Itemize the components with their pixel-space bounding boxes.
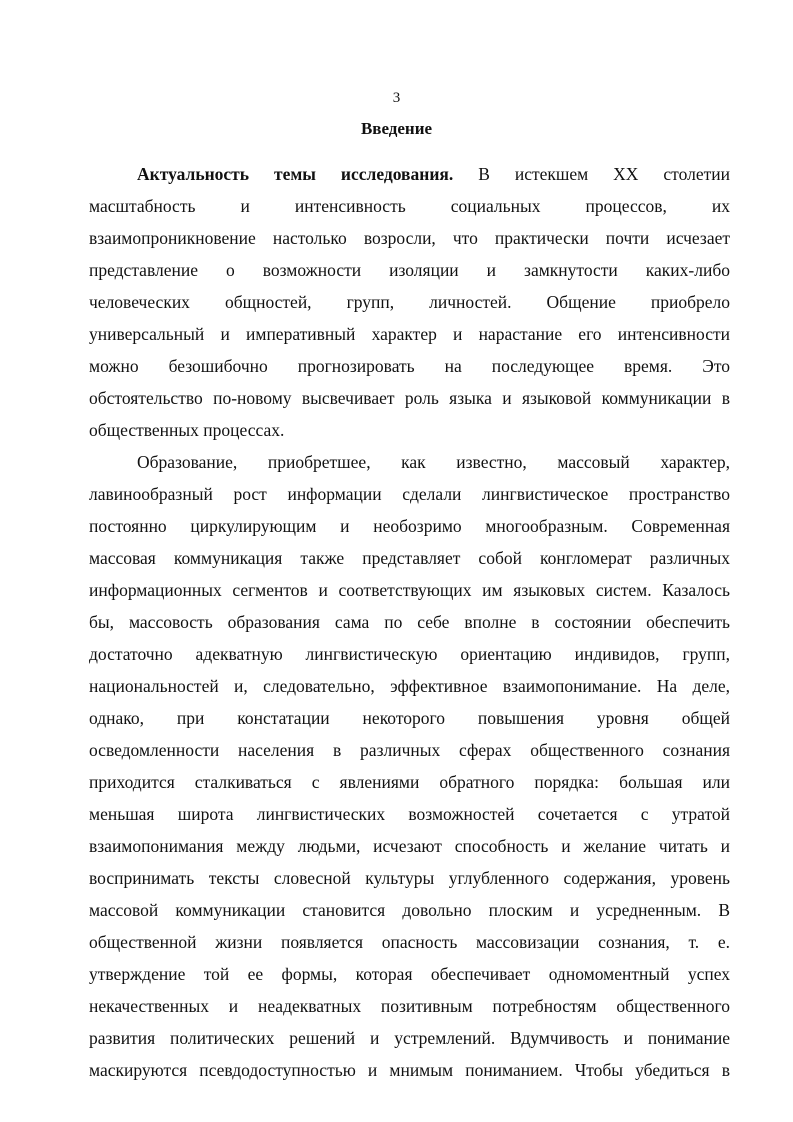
text-line: массовой коммуникации становится довольно плоским и усредненным. В	[89, 900, 730, 920]
text-line: общественных процессах.	[89, 420, 285, 440]
page-number: 3	[392, 90, 401, 106]
text-line-fragment: В истекшем XX столетии	[453, 164, 730, 184]
text-line: меньшая широта лингвистических возможностей сочетается с утратой	[89, 804, 730, 824]
text-line: универсальный и императивный характер и нарастание его интенсивности	[89, 324, 730, 344]
text-line: можно безошибочно прогнозировать на последующее время. Это	[89, 356, 730, 376]
text-line: Образование, приобретшее, как известно, массовый характер,	[137, 452, 730, 472]
text-line: осведомленности населения в различных сферах общественного сознания	[89, 740, 730, 760]
text-line: развития политических решений и устремлений. Вдумчивость и понимание	[89, 1028, 730, 1048]
text-line	[89, 158, 730, 190]
text-line: взаимопроникновение настолько возросли, что практически почти исчезает	[89, 228, 730, 248]
text-line: лавинообразный рост информации сделали лингвистическое пространство	[89, 484, 730, 504]
text-line: общественной жизни появляется опасность массовизации сознания, т. е.	[89, 932, 730, 952]
text-line: масштабность и интенсивность социальных процессов, их	[89, 196, 730, 216]
text-line: некачественных и неадекватных позитивным потребностям общественного	[89, 996, 730, 1016]
text-line: приходится сталкиваться с явлениями обратного порядка: большая или	[89, 772, 730, 792]
section-title: Введение	[360, 119, 433, 138]
body-text	[89, 158, 730, 1086]
text-line: информационных сегментов и соответствующих им языковых систем. Казалось	[89, 580, 730, 600]
text-line: представление о возможности изоляции и замкнутости каких-либо	[89, 260, 730, 280]
text-line: воспринимать тексты словесной культуры углубленного содержания, уровень	[89, 868, 730, 888]
text-line: человеческих общностей, групп, личностей. Общение приобрело	[89, 292, 730, 312]
text-line: утверждение той ее формы, которая обеспечивает одномоментный успех	[89, 964, 730, 984]
text-line: маскируются псевдодоступностью и мнимым пониманием. Чтобы убедиться в	[89, 1060, 730, 1080]
bold-lead-phrase: Актуальность темы исследования.	[137, 164, 454, 184]
text-line: массовая коммуникация также представляет собой конгломерат различных	[89, 548, 730, 568]
text-line: бы, массовость образования сама по себе вполне в состоянии обеспечить	[89, 612, 730, 632]
text-line: национальностей и, следовательно, эффективное взаимопонимание. На деле,	[89, 676, 730, 696]
text-line: постоянно циркулирующим и необозримо многообразным. Современная	[89, 516, 730, 536]
text-line: достаточно адекватную лингвистическую ориентацию индивидов, групп,	[89, 644, 730, 664]
text-line: однако, при констатации некоторого повышения уровня общей	[89, 708, 730, 728]
text-line: взаимопонимания между людьми, исчезают способность и желание читать и	[89, 836, 730, 856]
text-line: обстоятельство по-новому высвечивает роль языка и языковой коммуникации в	[89, 388, 730, 408]
